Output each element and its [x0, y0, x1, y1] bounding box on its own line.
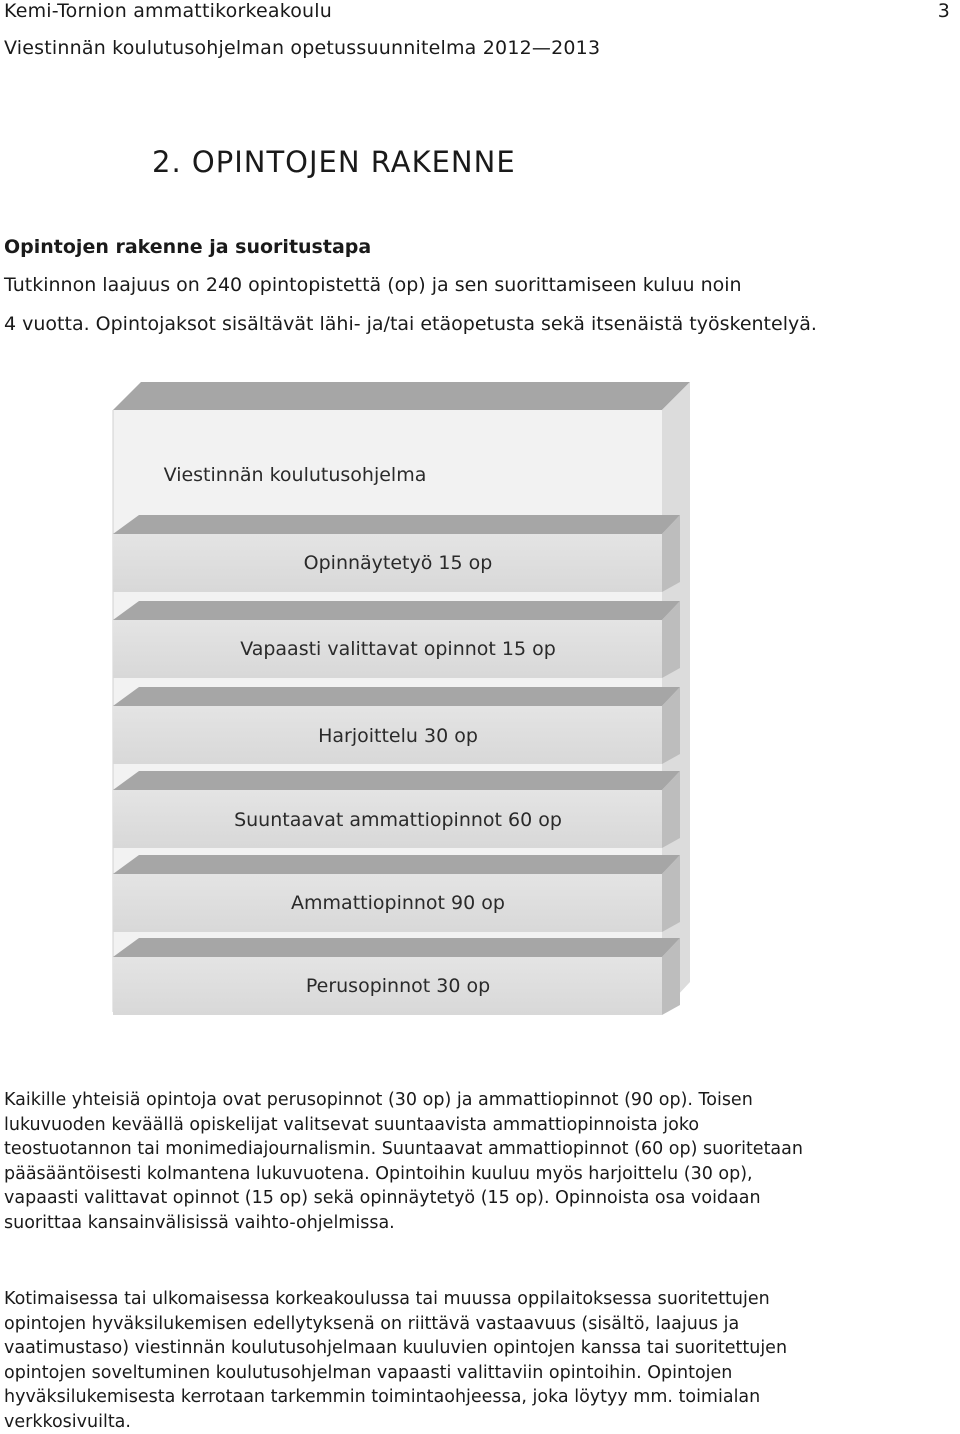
layer-professional-studies — [113, 855, 680, 932]
layer-thesis — [113, 515, 680, 592]
study-structure-diagram — [0, 370, 960, 1030]
program-label: Viestinnän koulutusohjelma — [164, 464, 427, 486]
layer-internship — [113, 687, 680, 764]
paragraph-line: vapaasti valittavat opinnot (15 op) sekä opinnäytetyö (15 op). Opinnoista osa voidaan — [4, 1186, 949, 1211]
paragraph-line: teostuotannon tai monimediajournalismin. Suuntaavat ammattiopinnot (60 op) suoritetaan — [4, 1137, 949, 1162]
layer-label: Harjoittelu 30 op — [318, 725, 478, 747]
paragraph-line: Kotimaisessa tai ulkomaisessa korkeakoulussa tai muussa oppilaitoksessa suoritettujen — [4, 1287, 949, 1312]
paragraph-line: opintojen soveltuminen koulutusohjelman vapaasti valittaviin opintoihin. Opintojen — [4, 1361, 949, 1386]
layer-electives — [113, 601, 680, 678]
layer-orienting-studies — [113, 771, 680, 848]
paragraph-line: hyväksilukemisesta kerrotaan tarkemmin toimintaohjeessa, joka löytyy mm. toimialan — [4, 1385, 949, 1410]
layer-basic-studies — [113, 938, 680, 1015]
institution-name: Kemi-Tornion ammattikorkeakoulu — [4, 0, 332, 22]
paragraph-line: opintojen hyväksilukemisen edellytyksenä on riittävä vastaavuus (sisältö, laajuus ja — [4, 1312, 949, 1337]
paragraph-line: verkkosivuilta. — [4, 1410, 949, 1434]
curriculum-title: Viestinnän koulutusohjelman opetussuunnitelma 2012—2013 — [4, 37, 600, 59]
paragraph-line: lukuvuoden keväällä opiskelijat valitsevat suuntaavista ammattiopinnoista joko — [4, 1113, 949, 1138]
layer-label: Perusopinnot 30 op — [306, 975, 490, 997]
paragraph-line: vaatimustaso) viestinnän koulutusohjelmaan kuuluvien opintojen kanssa tai suoritettujen — [4, 1336, 949, 1361]
paragraph-line: Kaikille yhteisiä opintoja ovat perusopinnot (30 op) ja ammattiopinnot (90 op). Toisen — [4, 1088, 949, 1113]
page-number: 3 — [938, 0, 950, 22]
layer-label: Suuntaavat ammattiopinnot 60 op — [234, 809, 562, 831]
layer-label: Opinnäytetyö 15 op — [304, 552, 493, 574]
paragraph-structure — [4, 1088, 949, 1235]
paragraph-line: suorittaa kansainvälisissä vaihto-ohjelmissa. — [4, 1211, 949, 1236]
subheading: Opintojen rakenne ja suoritustapa — [4, 236, 371, 258]
layer-label: Vapaasti valittavat opinnot 15 op — [240, 638, 556, 660]
paragraph-recognition — [4, 1287, 949, 1434]
intro-line: Tutkinnon laajuus on 240 opintopistettä (op) ja sen suorittamiseen kuluu noin — [4, 274, 742, 296]
layer-label: Ammattiopinnot 90 op — [291, 892, 505, 914]
intro-line: 4 vuotta. Opintojaksot sisältävät lähi- ja/tai etäopetusta sekä itsenäistä työskentelyä. — [4, 313, 817, 335]
paragraph-line: pääsääntöisesti kolmantena lukuvuotena. Opintoihin kuuluu myös harjoittelu (30 op), — [4, 1162, 949, 1187]
section-title: 2. OPINTOJEN RAKENNE — [152, 145, 516, 179]
